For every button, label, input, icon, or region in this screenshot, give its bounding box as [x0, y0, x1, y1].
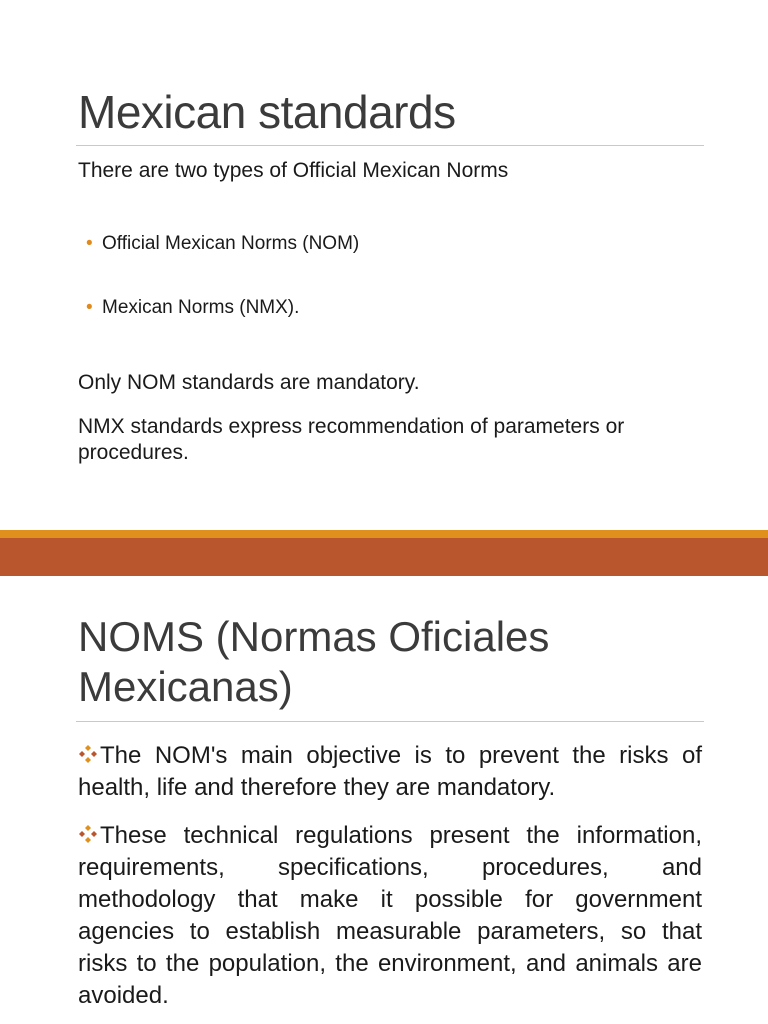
- slide-title: Mexican standards: [78, 86, 456, 138]
- four-diamond-bullet-icon: [78, 824, 98, 844]
- title-divider: [76, 145, 704, 146]
- paragraph-text: These technical regulations present the information, requirements, specifications, procedures, and methodology that make it possible for government agencies to establish measurable parameters, so that risks to the population, the environment, and animals are avoided.: [78, 822, 702, 1009]
- bullet-list: [86, 232, 359, 360]
- slide-noms: [0, 576, 768, 1024]
- four-diamond-bullet-icon: [78, 744, 98, 764]
- orange-dot-bullet-icon: •: [86, 233, 93, 254]
- orange-dot-bullet-icon: •: [86, 297, 93, 318]
- list-item: [86, 296, 359, 320]
- list-item: [86, 232, 359, 256]
- accent-stripe-orange: [0, 530, 768, 538]
- bullet-text: Official Mexican Norms (NOM): [102, 233, 360, 254]
- nmx-note: NMX standards express recommendation of parameters or procedures.: [78, 415, 625, 464]
- paragraph-text: The NOM's main objective is to prevent the risks of health, life and therefore they are mandatory.: [78, 742, 702, 801]
- paragraph-regulations: [78, 820, 702, 1012]
- mandatory-note: Only NOM standards are mandatory.: [78, 371, 420, 394]
- intro-text: There are two types of Official Mexican Norms: [78, 159, 509, 182]
- paragraph-objective: [78, 740, 702, 804]
- bullet-text: Mexican Norms (NMX).: [102, 297, 300, 318]
- accent-band-rust: [0, 538, 768, 576]
- slide-title: NOMS (Normas Oficiales Mexicanas): [78, 613, 550, 710]
- title-divider: [76, 721, 704, 722]
